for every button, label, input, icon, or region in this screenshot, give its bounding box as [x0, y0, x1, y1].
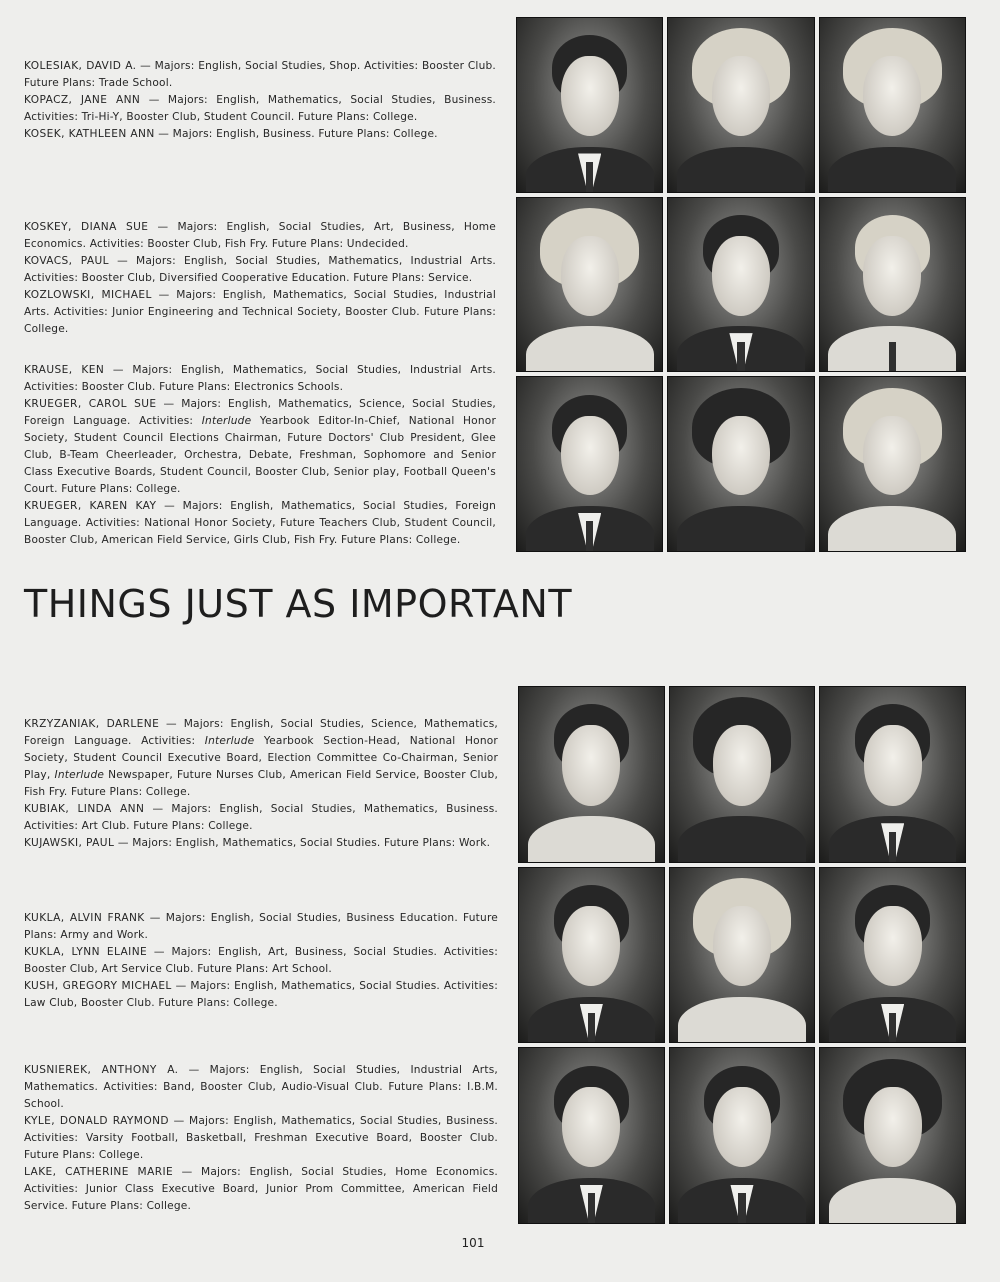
student-name: KOZLOWSKI, MICHAEL [24, 289, 152, 301]
student-name: KRUEGER, CAROL SUE [24, 398, 157, 410]
senior-entry: KOSEK, KATHLEEN ANN — Majors: English, Business. Future Plans: College. [24, 128, 438, 140]
student-name: KOVACS, PAUL [24, 255, 109, 267]
portrait-photo [819, 197, 966, 373]
portrait-photo [819, 17, 966, 193]
group-4-text [24, 716, 498, 852]
newspaper-title: Interlude [54, 769, 105, 781]
portrait-photo [667, 197, 814, 373]
student-name: KUBIAK, LINDA ANN [24, 803, 145, 815]
student-details: Majors: English, Social Studies, Business Education. Future Plans: Army and Work. [24, 912, 498, 941]
group-3-text [24, 362, 496, 549]
group-6-text [24, 1062, 498, 1215]
portrait-photo [516, 197, 663, 373]
portrait-grid-lower [518, 686, 966, 1224]
senior-entry: KOPACZ, JANE ANN — Majors: English, Mathematics, Social Studies, Business. Activities: Tri-Hi-Y, Booster Club, Student Council. Future Plans: College. [24, 94, 496, 123]
student-details: Majors: English, Mathematics, Social Studies. Activities: Law Club, Booster Club. Future Plans: College. [24, 980, 499, 1009]
group-1-text [24, 58, 496, 143]
section-heading: THINGS JUST AS IMPORTANT [24, 582, 573, 626]
portrait-photo [667, 17, 814, 193]
senior-entry: KRZYZANIAK, DARLENE — Majors: English, Social Studies, Science, Mathematics, Foreign Language. Activities: Interlude Yearbook Section-Head, National Honor Society, Student Council Executive Board, Election Committee Co-Chairman, Senior Play, Interlude Newspaper, Future Nurses Club, American Field Service, Booster Club, Fish Fry. Future Plans: College. [24, 718, 499, 798]
portrait-photo [516, 17, 663, 193]
group-5-text [24, 910, 498, 1012]
student-name: KUSNIEREK, ANTHONY A. [24, 1064, 179, 1076]
student-name: LAKE, CATHERINE MARIE [24, 1166, 174, 1178]
student-details: Majors: English, Mathematics, Social Studies, Business. Activities: Tri-Hi-Y, Booster Club, Student Council. Future Plans: College. [24, 94, 496, 123]
student-name: KOSKEY, DIANA SUE [24, 221, 149, 233]
student-details: Majors: English, Social Studies, Mathematics, Business. Activities: Art Club. Future Plans: College. [24, 803, 498, 832]
group-2-text [24, 219, 496, 338]
senior-entry: KOVACS, PAUL — Majors: English, Social Studies, Mathematics, Industrial Arts. Activities: Booster Club, Diversified Cooperative Education. Future Plans: Service. [24, 255, 496, 284]
student-name: KRZYZANIAK, DARLENE [24, 718, 160, 730]
portrait-photo [667, 376, 814, 552]
portrait-photo [819, 1047, 966, 1224]
senior-entry: KOZLOWSKI, MICHAEL — Majors: English, Mathematics, Social Studies, Industrial Arts. Activities: Junior Engineering and Technical Society, Booster Club. Future Plans: College. [24, 289, 496, 335]
student-name: KOSEK, KATHLEEN ANN [24, 128, 155, 140]
student-name: KYLE, DONALD RAYMOND [24, 1115, 169, 1127]
student-details: Yearbook Section-Head, National Honor Society, Student Council Executive Board, Election Committee Co-Chairman, Senior Play, [24, 735, 498, 781]
senior-entry: KUSH, GREGORY MICHAEL — Majors: English, Mathematics, Social Studies. Activities: Law Club, Booster Club. Future Plans: College. [24, 980, 499, 1009]
portrait-photo [819, 686, 966, 863]
portrait-grid-upper [516, 17, 966, 552]
student-details: Majors: English, Mathematics, Science, Social Studies, Foreign Language. Activities: [24, 398, 496, 427]
portrait-photo [518, 1047, 665, 1224]
portrait-photo [518, 686, 665, 863]
senior-entry: KYLE, DONALD RAYMOND — Majors: English, Mathematics, Social Studies, Business. Activities: Varsity Football, Basketball, Freshman Executive Board, Booster Club. Future Plans: College. [24, 1115, 498, 1161]
student-details: Majors: English, Art, Business, Social Studies. Activities: Booster Club, Art Service Club. Future Plans: Art School. [24, 946, 498, 975]
portrait-photo [819, 376, 966, 552]
student-details: Majors: English, Mathematics, Social Studies, Foreign Language. Activities: National Honor Society, Future Teachers Club, Student Council, Booster Club, American Field Service, Girls Club, Fish Fry. Future Plans: College. [24, 500, 496, 546]
portrait-photo [518, 867, 665, 1044]
senior-entry: KUJAWSKI, PAUL — Majors: English, Mathematics, Social Studies. Future Plans: Work. [24, 837, 491, 849]
student-details: Majors: English, Social Studies, Shop. Activities: Booster Club. Future Plans: Trade School. [24, 60, 496, 89]
student-name: KRAUSE, KEN [24, 364, 105, 376]
student-details: Majors: English, Mathematics, Social Studies, Industrial Arts. Activities: Booster Club. Future Plans: Electronics Schools. [24, 364, 497, 393]
portrait-photo [669, 1047, 816, 1224]
student-details: Majors: English, Social Studies, Industrial Arts, Mathematics. Activities: Band, Booster Club, Audio-Visual Club. Future Plans: I.B.M. School. [24, 1064, 498, 1110]
student-name: KUKLA, LYNN ELAINE [24, 946, 148, 958]
yearbook-title: Interlude [204, 735, 255, 747]
student-name: KUJAWSKI, PAUL [24, 837, 115, 849]
senior-entry: KRUEGER, CAROL SUE — Majors: English, Mathematics, Science, Social Studies, Foreign Language. Activities: Interlude Yearbook Editor-In-Chief, National Honor Society, Student Council Elections Chairman, Future Doctors' Club President, Glee Club, B-Team Cheerleader, Orchestra, Debate, Freshman, Sophomore and Senior Class Executive Boards, Student Council, Booster Club, Senior play, Football Queen's Court. Future Plans: College. [24, 398, 497, 495]
senior-entry: KOLESIAK, DAVID A. — Majors: English, Social Studies, Shop. Activities: Booster Club. Future Plans: Trade School. [24, 60, 496, 89]
portrait-photo [669, 867, 816, 1044]
student-details: Majors: English, Social Studies, Home Economics. Activities: Junior Class Executive Board, Junior Prom Committee, American Field Service. Future Plans: College. [24, 1166, 498, 1212]
page-number: 101 [461, 1236, 485, 1250]
student-name: KOLESIAK, DAVID A. [24, 60, 137, 72]
senior-entry: KRUEGER, KAREN KAY — Majors: English, Mathematics, Social Studies, Foreign Language. Activities: National Honor Society, Future Teachers Club, Student Council, Booster Club, American Field Service, Girls Club, Fish Fry. Future Plans: College. [24, 500, 496, 546]
student-details: Majors: English, Mathematics, Social Studies. Future Plans: Work. [132, 837, 491, 849]
student-name: KUKLA, ALVIN FRANK [24, 912, 145, 924]
student-name: KRUEGER, KAREN KAY [24, 500, 157, 512]
student-details: Majors: English, Business. Future Plans: College. [172, 128, 438, 140]
student-details: Newspaper, Future Nurses Club, American Field Service, Booster Club, Fish Fry. Future Plans: College. [24, 769, 499, 798]
senior-entry: KRAUSE, KEN — Majors: English, Mathematics, Social Studies, Industrial Arts. Activities: Booster Club. Future Plans: Electronics Schools. [24, 364, 497, 393]
portrait-photo [669, 686, 816, 863]
senior-entry: KUKLA, LYNN ELAINE — Majors: English, Art, Business, Social Studies. Activities: Booster Club, Art Service Club. Future Plans: Art School. [24, 946, 498, 975]
student-details: Majors: English, Social Studies, Science, Mathematics, Foreign Language. Activities: [24, 718, 499, 747]
student-details: Majors: English, Mathematics, Social Studies, Industrial Arts. Activities: Junior Engineering and Technical Society, Booster Club. Future Plans: College. [24, 289, 496, 335]
senior-entry: KUBIAK, LINDA ANN — Majors: English, Social Studies, Mathematics, Business. Activities: Art Club. Future Plans: College. [24, 803, 498, 832]
senior-entry: KOSKEY, DIANA SUE — Majors: English, Social Studies, Art, Business, Home Economics. Activities: Booster Club, Fish Fry. Future Plans: Undecided. [24, 221, 496, 250]
student-name: KUSH, GREGORY MICHAEL [24, 980, 172, 992]
student-name: KOPACZ, JANE ANN [24, 94, 141, 106]
senior-entry: KUSNIEREK, ANTHONY A. — Majors: English, Social Studies, Industrial Arts, Mathematics. Activities: Band, Booster Club, Audio-Visual Club. Future Plans: I.B.M. School. [24, 1064, 498, 1110]
student-details: Majors: English, Social Studies, Art, Business, Home Economics. Activities: Booster Club, Fish Fry. Future Plans: Undecided. [24, 221, 496, 250]
student-details: Yearbook Editor-In-Chief, National Honor Society, Student Council Elections Chairman, Future Doctors' Club President, Glee Club, B-Team Cheerleader, Orchestra, Debate, Freshman, Sophomore and Senior Class Executive Boards, Student Council, Booster Club, Senior play, Football Queen's Court. Future Plans: College. [24, 415, 497, 495]
portrait-photo [819, 867, 966, 1044]
yearbook-title: Interlude [201, 415, 252, 427]
student-details: Majors: English, Social Studies, Mathematics, Industrial Arts. Activities: Booster Club, Diversified Cooperative Education. Future Plans: Service. [24, 255, 496, 284]
senior-entry: KUKLA, ALVIN FRANK — Majors: English, Social Studies, Business Education. Future Plans: Army and Work. [24, 912, 498, 941]
portrait-photo [516, 376, 663, 552]
senior-entry: LAKE, CATHERINE MARIE — Majors: English, Social Studies, Home Economics. Activities: Junior Class Executive Board, Junior Prom Committee, American Field Service. Future Plans: College. [24, 1166, 498, 1212]
student-details: Majors: English, Mathematics, Social Studies, Business. Activities: Varsity Football, Basketball, Freshman Executive Board, Booster Club. Future Plans: College. [24, 1115, 498, 1161]
